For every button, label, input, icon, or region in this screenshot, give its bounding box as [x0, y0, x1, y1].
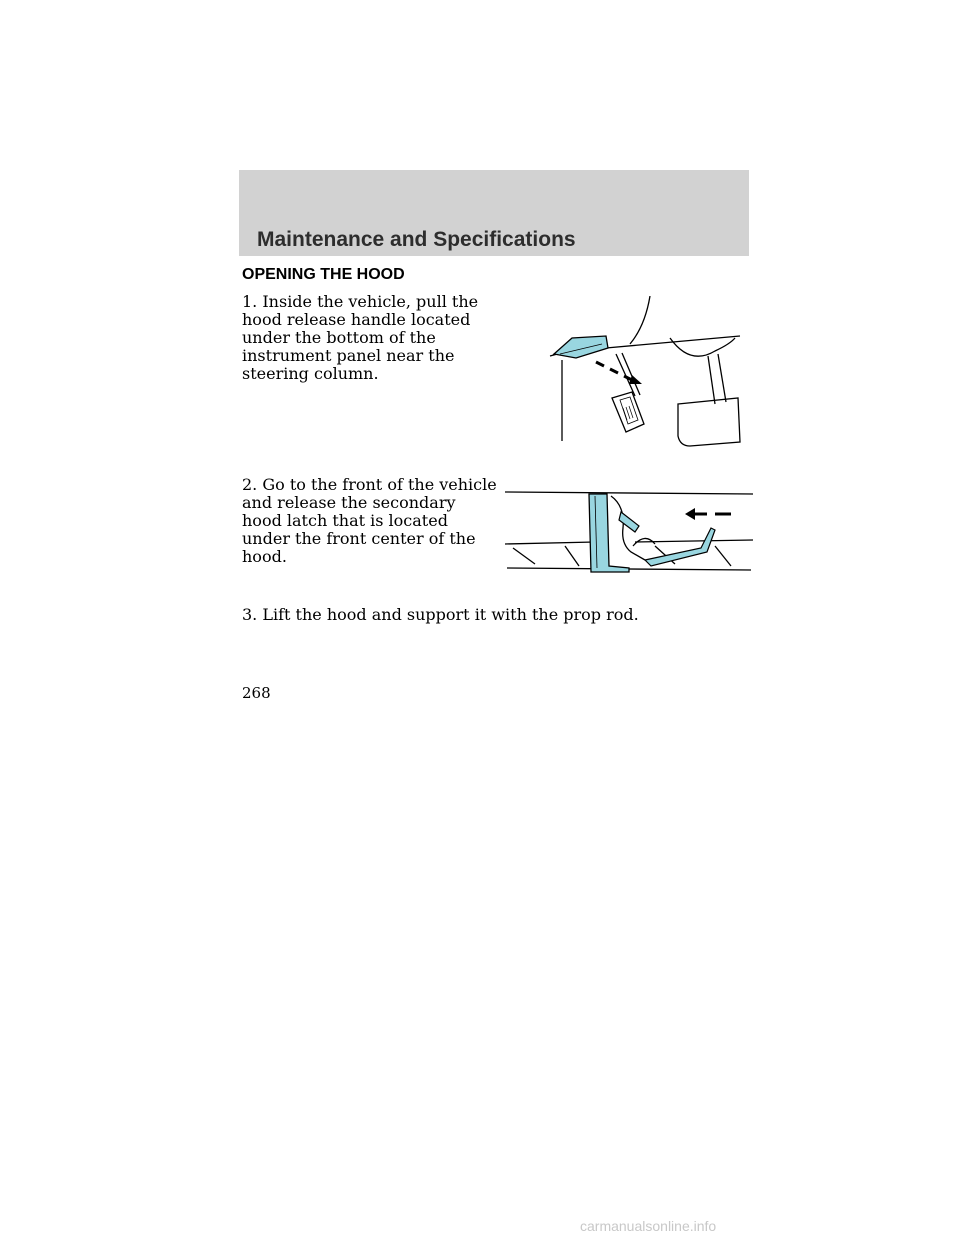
secondary-hood-latch-illustration: [505, 488, 755, 578]
footer-watermark: carmanualsonline.info: [580, 1218, 717, 1234]
step-1-text: 1. Inside the vehicle, pull the hood release handle located under the bottom of the instrument panel near the steering column.: [242, 292, 479, 383]
section-header-band: [239, 170, 749, 256]
section-header-title: Maintenance and Specifications: [257, 228, 576, 251]
hood-release-handle-illustration: [540, 296, 750, 456]
step-2-text: 2. Go to the front of the vehicle and release the secondary hood latch that is located under the front center of the hood.: [242, 475, 497, 566]
step-3-text: 3. Lift the hood and support it with the prop rod.: [242, 605, 639, 624]
page-number: 268: [242, 684, 271, 702]
section-heading: OPENING THE HOOD: [242, 266, 405, 283]
